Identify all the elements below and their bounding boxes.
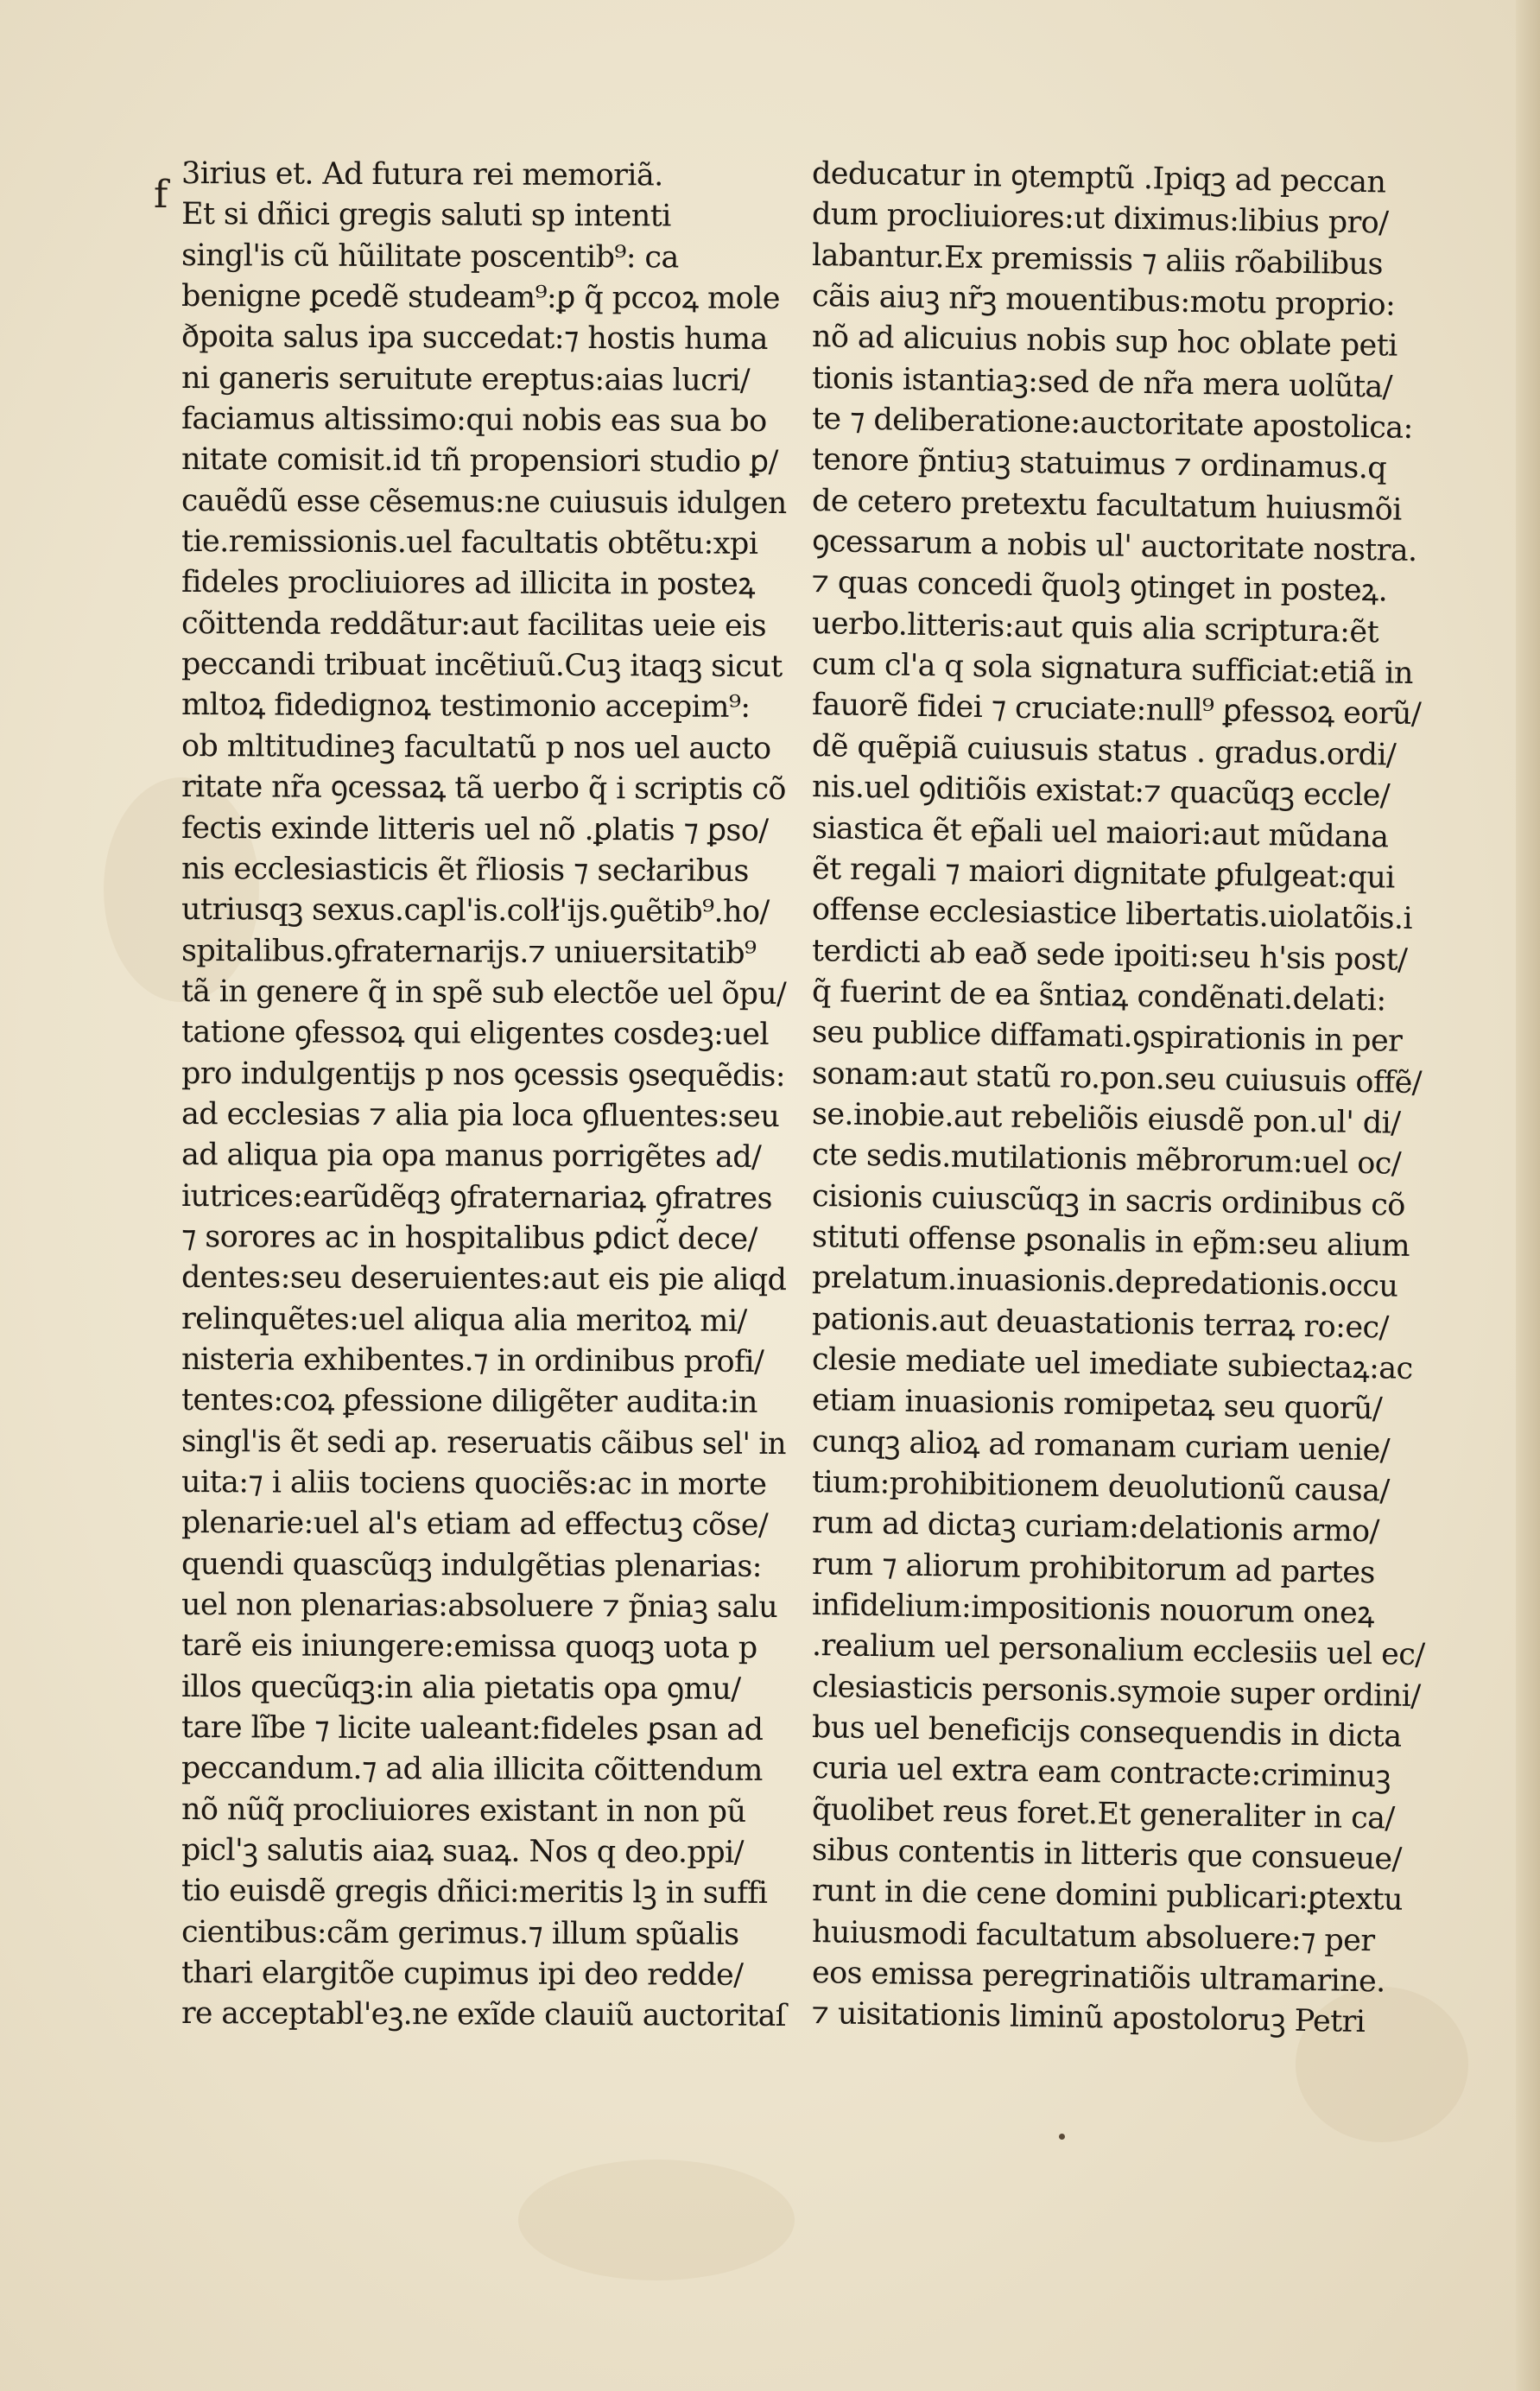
text-line: plenarie:uel al's etiam ad effectuꝫ cõse/ bbox=[181, 1506, 769, 1544]
text-line: rum ⁊ aliorum prohibitorum ad partes bbox=[811, 1546, 1376, 1590]
text-line: nis ecclesiasticis ẽt r̃liosis ⁊ secłaribus bbox=[181, 851, 749, 889]
text-line: fectis exinde litteris uel nõ .ꝑlatis ⁊ ꝑso/ bbox=[181, 810, 769, 848]
text-line: Et si dñici gregis saluti sp intenti bbox=[181, 197, 671, 234]
text-line: cte sedis.mutilationis mẽbrorum:uel oc/ bbox=[811, 1138, 1402, 1182]
text-line: runt in die cene domini publicari:ꝑtextu bbox=[811, 1874, 1404, 1919]
text-line: offense ecclesiastice libertatis.uiolatõis.i bbox=[811, 892, 1413, 937]
text-line: dentes:seu deseruientes:aut eis pie aliqd bbox=[181, 1260, 787, 1298]
text-line: ẽt regali ⁊ maiori dignitate ꝑfulgeat:qui bbox=[811, 851, 1396, 896]
text-line: pationis.aut deuastationis terraꝝ ro:ec/ bbox=[811, 1301, 1390, 1346]
text-line: clesie mediate uel imediate subiectaꝝ:ac bbox=[811, 1341, 1413, 1386]
page-edge bbox=[1516, 0, 1540, 2391]
text-line: faciamus altissimo:qui nobis eas sua bo bbox=[181, 402, 767, 440]
text-line: tenore p̃ntiuꝫ statuimus ⁊ ordinamus.q bbox=[811, 442, 1387, 486]
text-line: uita:⁊ i aliis tociens quociẽs:ac in morte bbox=[181, 1465, 767, 1502]
text-line: cauẽdũ esse cẽsemus:ne cuiusuis idulgen bbox=[181, 483, 787, 521]
text-line: tarẽ eis iniungere:emissa quoqꝫ uota p bbox=[181, 1628, 757, 1666]
text-line: .realium uel personalium ecclesiis uel ec/ bbox=[811, 1628, 1425, 1673]
text-line: ⁊ sorores ac in hospitalibus ꝑdict̃ dece/ bbox=[181, 1219, 757, 1257]
text-line: pro indulgentijs p nos ꝯcessis ꝯsequẽdis: bbox=[181, 1056, 786, 1094]
right-text-column bbox=[811, 154, 1425, 2040]
text-line: cientibus:cãm gerimus.⁊ illum spũalis bbox=[181, 1914, 739, 1952]
ink-speck bbox=[1059, 2134, 1065, 2140]
text-line: tie.remissionis.uel facultatis obtẽtu:xpi bbox=[181, 524, 758, 562]
text-line: fideles procliuiores ad illicita in posteꝝ bbox=[181, 565, 756, 603]
text-line: tentes:coꝝ ꝑfessione diligẽter audita:in bbox=[181, 1383, 757, 1421]
text-line: nõ ad alicuius nobis sup hoc oblate peti bbox=[811, 320, 1398, 365]
text-line: 3irius et. Ad futura rei memoriã. bbox=[181, 156, 663, 193]
text-line: singl'is ẽt sedi ap. reseruatis cãibus sel' in bbox=[181, 1424, 787, 1462]
text-line: de cetero pretextu facultatum huiusmõi bbox=[811, 483, 1403, 528]
text-line: ad ecclesias ⁊ alia pia loca ꝯfluentes:seu bbox=[181, 1096, 780, 1134]
text-line: tium:prohibitionem deuolutionũ causa/ bbox=[811, 1465, 1390, 1509]
text-line: ritate nr̃a ꝯcessaꝝ tã uerbo q̃ i scriptis cõ bbox=[181, 770, 786, 808]
text-line: sibus contentis in litteris que consueue/ bbox=[811, 1833, 1403, 1877]
text-line: mltoꝝ fidedignoꝝ testimonio accepim⁹: bbox=[181, 688, 751, 726]
text-line: tatione ꝯfessoꝝ qui eligentes cosdeꝫ:uel bbox=[181, 1015, 770, 1053]
text-line: ⁊ quas concedi q̃uolꝫ ꝯtinget in posteꝝ. bbox=[811, 565, 1388, 609]
text-line: siastica ẽt ep̃ali uel maiori:aut mũdana bbox=[811, 810, 1389, 854]
text-line: q̃ fuerint de ea s̃ntiaꝝ condẽnati.delati: bbox=[811, 974, 1386, 1018]
text-line: peccandi tribuat incẽtiuũ.Cuꝫ itaqꝫ sicut bbox=[181, 647, 783, 685]
text-line: nisteria exhibentes.⁊ in ordinibus profi/ bbox=[181, 1341, 764, 1379]
text-line: infidelium:impositionis nouorum oneꝝ bbox=[811, 1588, 1375, 1632]
text-line: ⁊ uisitationis liminũ apostoloruꝫ Petri bbox=[811, 1996, 1366, 2040]
text-line: tionis istantiaꝫ:sed de nr̃a mera uolũta/ bbox=[811, 360, 1393, 405]
text-line: relinquẽtes:uel aliqua alia meritoꝝ mi/ bbox=[181, 1301, 747, 1339]
text-line: clesiasticis personis.symoie super ordini/ bbox=[811, 1669, 1421, 1714]
text-line: dẽ quẽpiã cuiusuis status . gradus.ordi/ bbox=[811, 728, 1397, 773]
text-line: thari elargitõe cupimus ipi deo redde/ bbox=[181, 1956, 744, 1993]
text-line: tio euisdẽ gregis dñici:meritis lꝫ in suffi bbox=[181, 1874, 768, 1912]
text-line: cõittenda reddãtur:aut facilitas ueie eis bbox=[181, 606, 767, 644]
text-line: terdicti ab eað sede ipoiti:seu h'sis post/ bbox=[811, 933, 1408, 978]
text-line: uel non plenarias:absoluere ⁊ p̃niaꝫ salu bbox=[181, 1588, 778, 1626]
text-line: seu publice diffamati.ꝯspirationis in per bbox=[811, 1015, 1403, 1059]
text-line: ꝯcessarum a nobis ul' auctoritate nostra. bbox=[811, 524, 1417, 569]
text-line: labantur.Ex premissis ⁊ aliis rõabilibus bbox=[811, 238, 1384, 282]
text-line: re acceptabl'eꝫ.ne exĩde clauiũ auctoritaſ bbox=[181, 1996, 787, 2034]
text-line: cãis aiuꝫ nr̃ꝫ mouentibus:motu proprio: bbox=[811, 279, 1396, 323]
text-line: iutrices:earũdẽqꝫ ꝯfraternariaꝝ ꝯfratres bbox=[181, 1178, 773, 1216]
text-line: benigne ꝑcedẽ studeam⁹:ꝑ q̃ pccoꝝ mole bbox=[181, 279, 780, 317]
text-line: ob mltitudineꝫ facultatũ p nos uel aucto bbox=[181, 728, 771, 766]
text-line: fauorẽ fidei ⁊ cruciate:null⁹ ꝑfessoꝝ eorũ/ bbox=[811, 688, 1422, 733]
text-line: peccandum.⁊ ad alia illicita cõittendum bbox=[181, 1751, 763, 1789]
initial-letter: f bbox=[154, 173, 168, 217]
text-line: q̃uolibet reus foret.Et generaliter in ca/ bbox=[811, 1792, 1395, 1836]
text-line: ðpoita salus ipa succedat:⁊ hostis huma bbox=[181, 320, 768, 358]
text-line: se.inobie.aut rebeliõis eiusdẽ pon.ul' di/ bbox=[811, 1096, 1401, 1141]
text-line: deducatur in ꝯtemptũ .Ipiqꝫ ad peccan bbox=[811, 156, 1386, 200]
paper-stain bbox=[518, 2160, 795, 2280]
text-line: nis.uel ꝯditiõis existat:⁊ quacũqꝫ eccle/ bbox=[811, 770, 1391, 814]
text-line: illos quecũqꝫ:in alia pietatis opa ꝯmu/ bbox=[181, 1669, 741, 1707]
text-line: utriusqꝫ sexus.capl'is.colł'ijs.ꝯuẽtib⁹.ho/ bbox=[181, 892, 770, 930]
text-line: tare lı̃be ⁊ licite ualeant:fideles ꝑsan ad bbox=[181, 1710, 764, 1748]
text-line: ni ganeris seruitute ereptus:aias lucri/ bbox=[181, 360, 751, 398]
text-line: etiam inuasionis romipetaꝝ seu quorũ/ bbox=[811, 1383, 1383, 1427]
text-line: spitalibus.ꝯfraternarijs.⁊ uniuersitatib⁹ bbox=[181, 933, 757, 971]
text-line: dum procliuiores:ut diximus:libius pro/ bbox=[811, 197, 1389, 241]
text-line: picl'ꝫ salutis aiaꝝ suaꝝ. Nos q deo.ppi/ bbox=[181, 1833, 744, 1870]
text-line: bus uel beneficijs consequendis in dicta bbox=[811, 1710, 1402, 1754]
text-line: cum cl'a q sola signatura sufficiat:etiã in bbox=[811, 647, 1414, 692]
text-line: te ⁊ deliberatione:auctoritate apostolica: bbox=[811, 402, 1414, 446]
text-line: sonam:aut statũ ro.pon.seu cuiusuis offẽ/ bbox=[811, 1056, 1423, 1100]
text-line: cisionis cuiuscũqꝫ in sacris ordinibus cõ bbox=[811, 1178, 1406, 1223]
text-line: eos emissa peregrinatiõis ultramarine. bbox=[811, 1956, 1386, 2000]
text-line: curia uel extra eam contracte:criminuꝫ bbox=[811, 1751, 1391, 1795]
text-line: quendi quascũqꝫ indulgẽtias plenarias: bbox=[181, 1546, 763, 1584]
text-line: stituti offense ꝑsonalis in ep̃m:seu alium bbox=[811, 1219, 1410, 1264]
left-text-column bbox=[181, 154, 786, 2035]
text-line: singl'is cũ hũilitate poscentib⁹: ca bbox=[181, 238, 679, 276]
text-line: uerbo.litteris:aut quis alia scriptura:ẽt bbox=[811, 606, 1379, 650]
text-line: ad aliqua pia opa manus porrigẽtes ad/ bbox=[181, 1138, 762, 1176]
text-line: huiusmodi facultatum absoluere:⁊ per bbox=[811, 1914, 1375, 1959]
text-line: cunqꝫ alioꝝ ad romanam curiam uenie/ bbox=[811, 1424, 1391, 1468]
text-line: rum ad dictaꝫ curiam:delationis armo/ bbox=[811, 1506, 1380, 1550]
text-line: tã in genere q̃ in spẽ sub electõe uel õpu/ bbox=[181, 974, 787, 1012]
text-line: prelatum.inuasionis.depredationis.occu bbox=[811, 1260, 1398, 1304]
text-line: nitate comisit.id tñ propensiori studio ꝑ/ bbox=[181, 442, 778, 480]
text-line: nõ nũq̃ procliuiores existant in non pũ bbox=[181, 1792, 746, 1830]
